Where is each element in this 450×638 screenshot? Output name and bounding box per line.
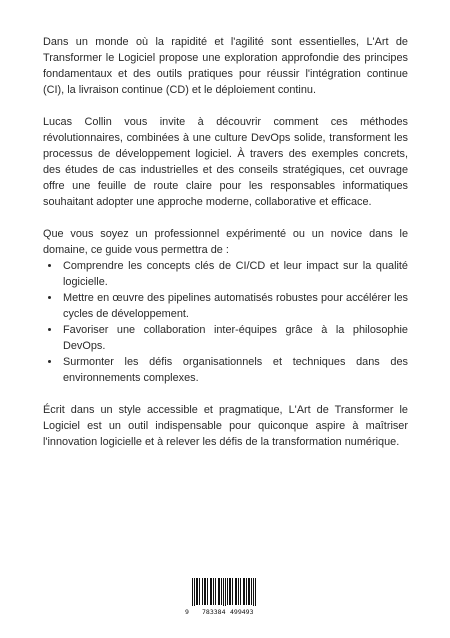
barcode-digits-right: 499493 <box>230 608 254 616</box>
list-item: • Favoriser une collaboration inter-équipes grâce à la philosophie DevOps. <box>61 322 408 354</box>
benefits-list <box>43 258 408 386</box>
list-item: • Comprendre les concepts clés de CI/CD et leur impact sur la qualité logicielle. <box>61 258 408 290</box>
barcode-bars <box>185 578 265 608</box>
list-item: • Surmonter les défis organisationnels et techniques dans des environnements complexes. <box>61 354 408 386</box>
barcode-digits <box>185 606 265 618</box>
barcode-digits-left: 783384 <box>202 608 226 616</box>
isbn-barcode <box>185 578 265 618</box>
back-cover-text <box>43 34 408 466</box>
list-intro: Que vous soyez un professionnel expérimenté ou un novice dans le domaine, ce guide vous permettra de : <box>43 228 408 256</box>
paragraph-intro-2: Lucas Collin vous invite à découvrir comment ces méthodes révolutionnaires, combinées à une culture DevOps solide, transforment les processus de développement logiciel. À travers des exemples concrets, des études de cas industrielles et des conseils stratégiques, cet ouvrage offre une feuille de route claire pour les responsables informatiques souhaitant adopter une approche moderne, collaborative et efficace. <box>43 116 408 208</box>
closing-paragraph: Écrit dans un style accessible et pragmatique, L'Art de Transformer le Logiciel est un outil indispensable pour quiconque aspire à maîtriser l'innovation logicielle et à relever les défis de la transformation numérique. <box>43 404 408 448</box>
list-item: • Mettre en œuvre des pipelines automatisés robustes pour accélérer les cycles de développement. <box>61 290 408 322</box>
paragraph-intro-1: Dans un monde où la rapidité et l'agilité sont essentielles, L'Art de Transformer le Logiciel propose une exploration approfondie des principes fondamentaux et des outils pratiques pour réussir l'intégration continue (CI), la livraison continue (CD) et le déploiement continu. <box>43 36 408 96</box>
barcode-digit-first: 9 <box>185 608 189 616</box>
